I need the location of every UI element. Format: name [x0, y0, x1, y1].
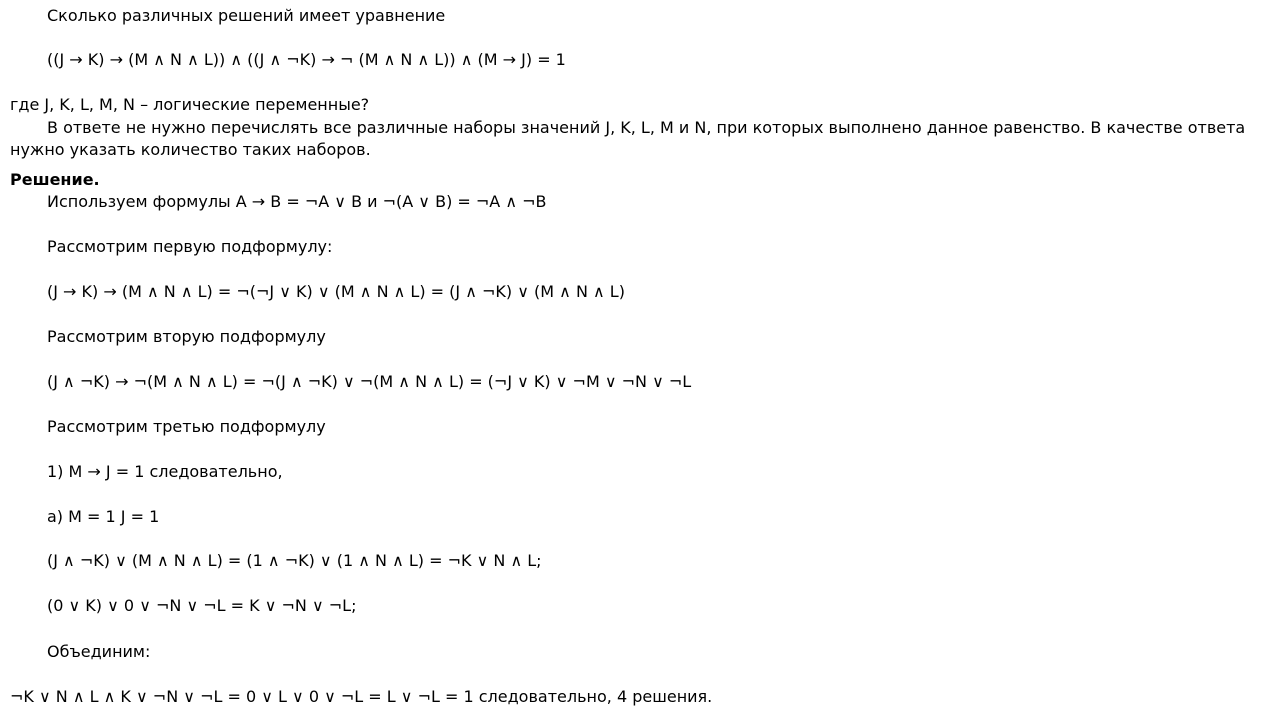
solution-formulas: Используем формулы A → B = ¬A ∨ B и ¬(A ∨ B) = ¬A ∧ ¬B	[47, 192, 547, 211]
step-a: а) M = 1 J = 1	[47, 507, 160, 526]
combine-label: Объединим:	[47, 642, 151, 661]
first-subformula: (J → K) → (M ∧ N ∧ L) = ¬(¬J ∨ K) ∨ (M ∧ N ∧ L) = (J ∧ ¬K) ∨ (M ∧ N ∧ L)	[47, 282, 625, 301]
problem-variables: где J, K, L, M, N – логические переменные?	[10, 95, 370, 114]
problem-question: Сколько различных решений имеет уравнение	[47, 6, 446, 25]
calculation-2: (0 ∨ K) ∨ 0 ∨ ¬N ∨ ¬L = K ∨ ¬N ∨ ¬L;	[47, 596, 357, 615]
solution-heading: Решение.	[10, 170, 100, 189]
final-result: ¬K ∨ N ∧ L ∧ K ∨ ¬N ∨ ¬L = 0 ∨ L ∨ 0 ∨ ¬L = L ∨ ¬L = 1 следовательно, 4 решения.	[10, 687, 713, 706]
problem-equation: ((J → K) → (M ∧ N ∧ L)) ∧ ((J ∧ ¬K) → ¬ (M ∧ N ∧ L)) ∧ (M → J) = 1	[47, 50, 566, 69]
calculation-1: (J ∧ ¬K) ∨ (M ∧ N ∧ L) = (1 ∧ ¬K) ∨ (1 ∧ N ∧ L) = ¬K ∨ N ∧ L;	[47, 551, 542, 570]
problem-instruction: В ответе не нужно перечислять все различные наборы значений J, K, L, M и N, при которых выполнено данное равенство. В качестве ответа нужно указать количество таких наборов.	[10, 118, 1246, 159]
first-subformula-label: Рассмотрим первую подформулу:	[47, 237, 333, 256]
second-subformula: (J ∧ ¬K) → ¬(M ∧ N ∧ L) = ¬(J ∧ ¬K) ∨ ¬(M ∧ N ∧ L) = (¬J ∨ K) ∨ ¬M ∨ ¬N ∨ ¬L	[47, 372, 692, 391]
second-subformula-label: Рассмотрим вторую подформулу	[47, 327, 326, 346]
third-subformula-label: Рассмотрим третью подформулу	[47, 417, 326, 436]
step-1: 1) M → J = 1 следовательно,	[47, 462, 283, 481]
